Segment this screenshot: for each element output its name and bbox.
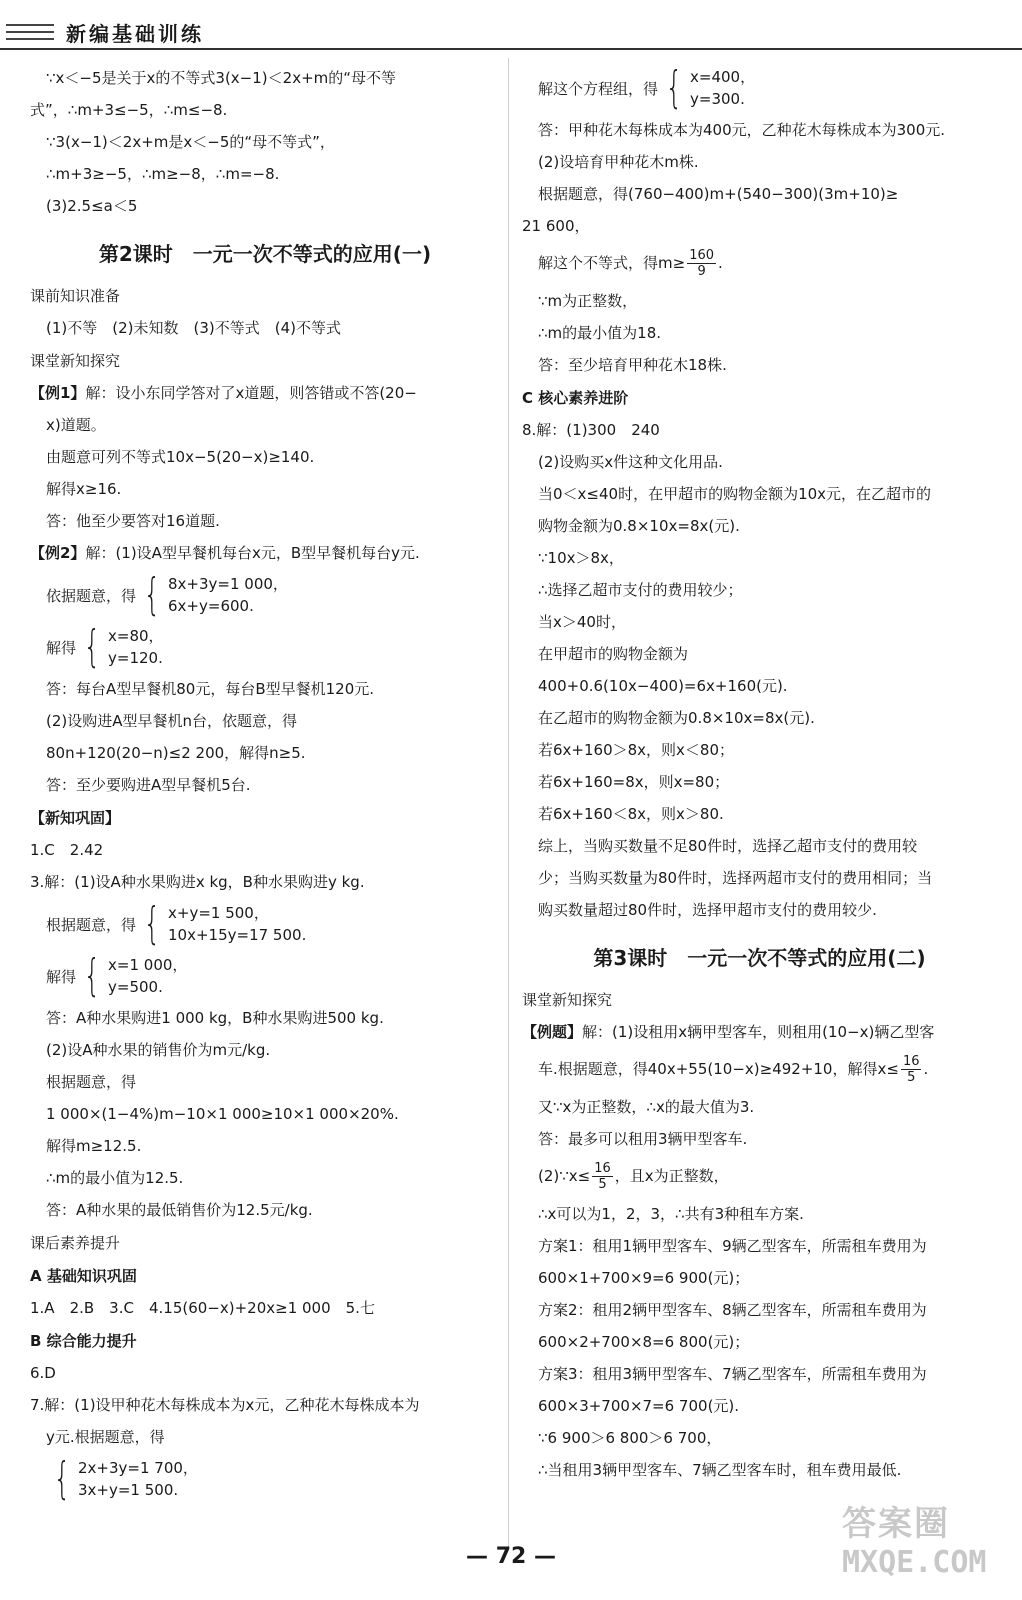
equation: 3x+y=1 500. [78, 1481, 179, 1499]
text-line: 方案2：租用2辆甲型客车、8辆乙型客车，所需租车费用为 [538, 1301, 927, 1319]
brace-icon: { [53, 1453, 71, 1504]
text-line: 解这个不等式，得m≥ [538, 254, 686, 272]
equation-system [30, 1453, 500, 1505]
header-rule [0, 48, 1022, 50]
text-line: (2)设购进A型早餐机n台，依题意，得 [46, 712, 298, 730]
text-line: 答：A种水果购进1 000 kg，B种水果购进500 kg. [46, 1009, 384, 1027]
text-line: 购买数量超过80件时，选择甲超市支付的费用较少. [538, 901, 877, 919]
text-line: 400+0.6(10x−400)=6x+160(元). [538, 677, 788, 695]
brace-icon: { [143, 569, 161, 620]
left-column [30, 62, 500, 1505]
equation: x+y=1 500， [168, 904, 269, 922]
equation: x=400， [690, 68, 756, 86]
equation: 8x+3y=1 000， [168, 575, 288, 593]
text-line: 根据题意，得 [46, 1073, 137, 1091]
fraction-numerator: 160 [689, 248, 715, 263]
text-line: ∵x＜−5是关于x的不等式3(x−1)＜2x+m的“母不等 [46, 69, 397, 87]
text-line: 80n+120(20−n)≤2 200，解得n≥5. [46, 744, 306, 762]
lesson-3-title: 第3课时 一元一次不等式的应用(二) [593, 946, 926, 970]
text-line: 若6x+160=8x，则x=80； [538, 773, 730, 791]
text-line: 答：至少培育甲种花木18株. [538, 356, 727, 374]
example-1-tag: 【例1】 [30, 384, 86, 402]
section-heading-explore: 课堂新知探究 [30, 352, 121, 370]
section-heading-prep: 课前知识准备 [30, 287, 121, 305]
text-line: ∴选择乙超市支付的费用较少； [538, 581, 743, 599]
text-line: 在乙超市的购物金额为0.8×10x=8x(元). [538, 709, 815, 727]
text-line: 600×2+700×8=6 800(元)； [538, 1333, 750, 1351]
column-divider [508, 58, 509, 1548]
text-line: 解：(1)设A型早餐机每台x元，B型早餐机每台y元. [85, 544, 420, 562]
example-2 [30, 537, 500, 569]
lesson-2-title: 第2课时 一元一次不等式的应用(一) [98, 242, 432, 266]
text-line: 答：甲种花木每株成本为400元，乙种花木每株成本为300元. [538, 121, 946, 139]
section-heading-b: B 综合能力提升 [30, 1332, 137, 1350]
example [522, 1016, 997, 1048]
prep-answers: (1)不等 (2)未知数 (3)不等式 (4)不等式 [46, 319, 341, 337]
brace-icon: { [665, 62, 683, 113]
fraction-denominator: 9 [697, 264, 706, 279]
text-line: x)道题。 [46, 416, 106, 434]
text-line: 综上，当购买数量不足80件时，选择乙超市支付的费用较 [538, 837, 918, 855]
text-line: 方案3：租用3辆甲型客车、7辆乙型客车，所需租车费用为 [538, 1365, 927, 1383]
text-line: ，且x为正整数， [614, 1167, 729, 1185]
text-line: 1.C 2.42 [30, 841, 104, 859]
example-2-tag: 【例2】 [30, 544, 86, 562]
text-line: (2)设购买x件这种文化用品. [538, 453, 723, 471]
text-line: 在甲超市的购物金额为 [538, 645, 689, 663]
section-heading-after: 课后素养提升 [30, 1234, 121, 1252]
text-line: 答：最多可以租用3辆甲型客车. [538, 1130, 748, 1148]
equation: x=1 000， [108, 956, 188, 974]
fraction-denominator: 5 [907, 1070, 916, 1085]
brace-icon: { [143, 898, 161, 949]
equation-system [30, 950, 500, 1002]
text-line: 1.A 2.B 3.C 4.15(60−x)+20x≥1 000 5.七 [30, 1299, 375, 1317]
text-line: 方案1：租用1辆甲型客车、9辆乙型客车，所需租车费用为 [538, 1237, 927, 1255]
equation: y=120. [108, 649, 163, 667]
equation-system [522, 62, 997, 114]
equation: 10x+15y=17 500. [168, 926, 307, 944]
brace-icon: { [83, 950, 101, 1001]
text-line: 8.解：(1)300 240 [522, 421, 660, 439]
text-line: ∵m为正整数， [538, 292, 638, 310]
example-tag: 【例题】 [522, 1023, 583, 1041]
fraction-line [522, 1155, 997, 1198]
text-line: 7.解：(1)设甲种花木每株成本为x元，乙种花木每株成本为 [30, 1396, 420, 1414]
system-lead: 解这个方程组，得 [538, 79, 659, 98]
equation: 6x+y=600. [168, 597, 254, 615]
text-line: 答：至少要购进A型早餐机5台. [46, 776, 251, 794]
fraction-numerator: 16 [902, 1054, 920, 1069]
equation: y=500. [108, 978, 163, 996]
right-column [522, 62, 997, 1486]
text-line: ∴当租用3辆甲型客车、7辆乙型客车时，租车费用最低. [538, 1461, 902, 1479]
text-line: 车.根据题意，得40x+55(10−x)≥492+10，解得x≤ [538, 1060, 899, 1078]
text-line: 根据题意，得(760−400)m+(540−300)(3m+10)≥ [538, 185, 899, 203]
text-line: (2)设A种水果的销售价为m元/kg. [46, 1041, 271, 1059]
equation: x=80， [108, 627, 164, 645]
text-line: 21 600， [522, 217, 590, 235]
text-line: 3.解：(1)设A种水果购进x kg，B种水果购进y kg. [30, 873, 365, 891]
text-line: ∴m的最小值为12.5. [46, 1169, 184, 1187]
text-line: 答：他至少要答对16道题. [46, 512, 220, 530]
text-line: 解：设小东同学答对了x道题，则答错或不答(20− [85, 384, 417, 402]
text-line: ∴x可以为1，2，3，∴共有3种租车方案. [538, 1205, 804, 1223]
watermark-text: 答案圈 [842, 1504, 950, 1544]
section-heading-a: A 基础知识巩固 [30, 1267, 137, 1285]
text-line: (2)设培育甲种花木m株. [538, 153, 699, 171]
text-line: (2)∵x≤ [538, 1167, 591, 1185]
text-line: 1 000×(1−4%)m−10×1 000≥10×1 000×20%. [46, 1105, 399, 1123]
fraction-numerator: 16 [594, 1161, 611, 1176]
text-line: 若6x+160＞8x，则x＜80； [538, 741, 735, 759]
brace-icon: { [83, 621, 101, 672]
fraction-line: 车.根据题意，得40x+55(10−x)≥492+10，解得x≤ $\frac{16}{5}$ . [538, 1054, 929, 1085]
fraction [901, 1054, 922, 1085]
text-line: 由题意可列不等式10x−5(20−x)≥140. [46, 448, 315, 466]
text-line: 少；当购买数量为80件时，选择两超市支付的费用相同；当 [538, 869, 933, 887]
page-header [0, 0, 1022, 55]
text-line: 式”，∴m+3≤−5，∴m≤−8. [30, 101, 228, 119]
section-heading-explore: 课堂新知探究 [522, 991, 613, 1009]
system-lead: 解得 [46, 638, 77, 657]
text-line: 解得m≥12.5. [46, 1137, 142, 1155]
system-lead: 根据题意，得 [46, 915, 137, 934]
text-line: 解得x≥16. [46, 480, 122, 498]
fraction [592, 1161, 613, 1192]
text-line: 600×1+700×9=6 900(元)； [538, 1269, 750, 1287]
text-line: ∵3(x−1)＜2x+m是x＜−5的“母不等式”， [46, 133, 335, 151]
text-line: ∴m的最小值为18. [538, 324, 662, 342]
system-lead: 依据题意，得 [46, 586, 137, 605]
watermark-logo [842, 1496, 1014, 1596]
text-line: 解：(1)设租用x辆甲型客车，则租用(10−x)辆乙型客 [582, 1023, 935, 1041]
text-line: 6.D [30, 1364, 56, 1382]
text-line: 当x＞40时， [538, 613, 626, 631]
fraction-line: 解这个不等式，得m≥ $\frac{160}{9}$ . [538, 248, 723, 279]
fraction-denominator: 5 [598, 1177, 607, 1192]
text-line: 又∵x为正整数，∴x的最大值为3. [538, 1098, 755, 1116]
section-heading-c: C 核心素养进阶 [522, 389, 629, 407]
text-line: 答：每台A型早餐机80元，每台B型早餐机120元. [46, 680, 375, 698]
text-line: ∵6 900＞6 800＞6 700， [538, 1429, 722, 1447]
text-line: 购物金额为0.8×10x=8x(元). [538, 517, 740, 535]
fraction [687, 248, 716, 279]
equation-system [30, 569, 500, 621]
equation-system [30, 898, 500, 950]
example-1 [30, 377, 500, 409]
page-number: — 72 — [466, 1544, 556, 1569]
text-line: ∵10x＞8x， [538, 549, 624, 567]
text-line: y元.根据题意，得 [46, 1428, 165, 1446]
text-line: 当0＜x≤40时，在甲超市的购物金额为10x元，在乙超市的 [538, 485, 932, 503]
system-lead: 解得 [46, 967, 77, 986]
section-heading-consolidate: 【新知巩固】 [30, 809, 121, 827]
equation: 2x+3y=1 700， [78, 1459, 198, 1477]
header-decoration [6, 24, 54, 45]
book-title: 新编基础训练 [66, 22, 204, 46]
watermark-url: MXQE.COM [842, 1545, 987, 1580]
equation: y=300. [690, 90, 745, 108]
text-line: ∴m+3≥−5，∴m≥−8，∴m=−8. [46, 165, 280, 183]
text-line: (3)2.5≤a＜5 [46, 197, 138, 215]
text-line: 若6x+160＜8x，则x＞80. [538, 805, 724, 823]
text-line: 答：A种水果的最低销售价为12.5元/kg. [46, 1201, 313, 1219]
text-line: 600×3+700×7=6 700(元). [538, 1397, 740, 1415]
equation-system [30, 621, 500, 673]
